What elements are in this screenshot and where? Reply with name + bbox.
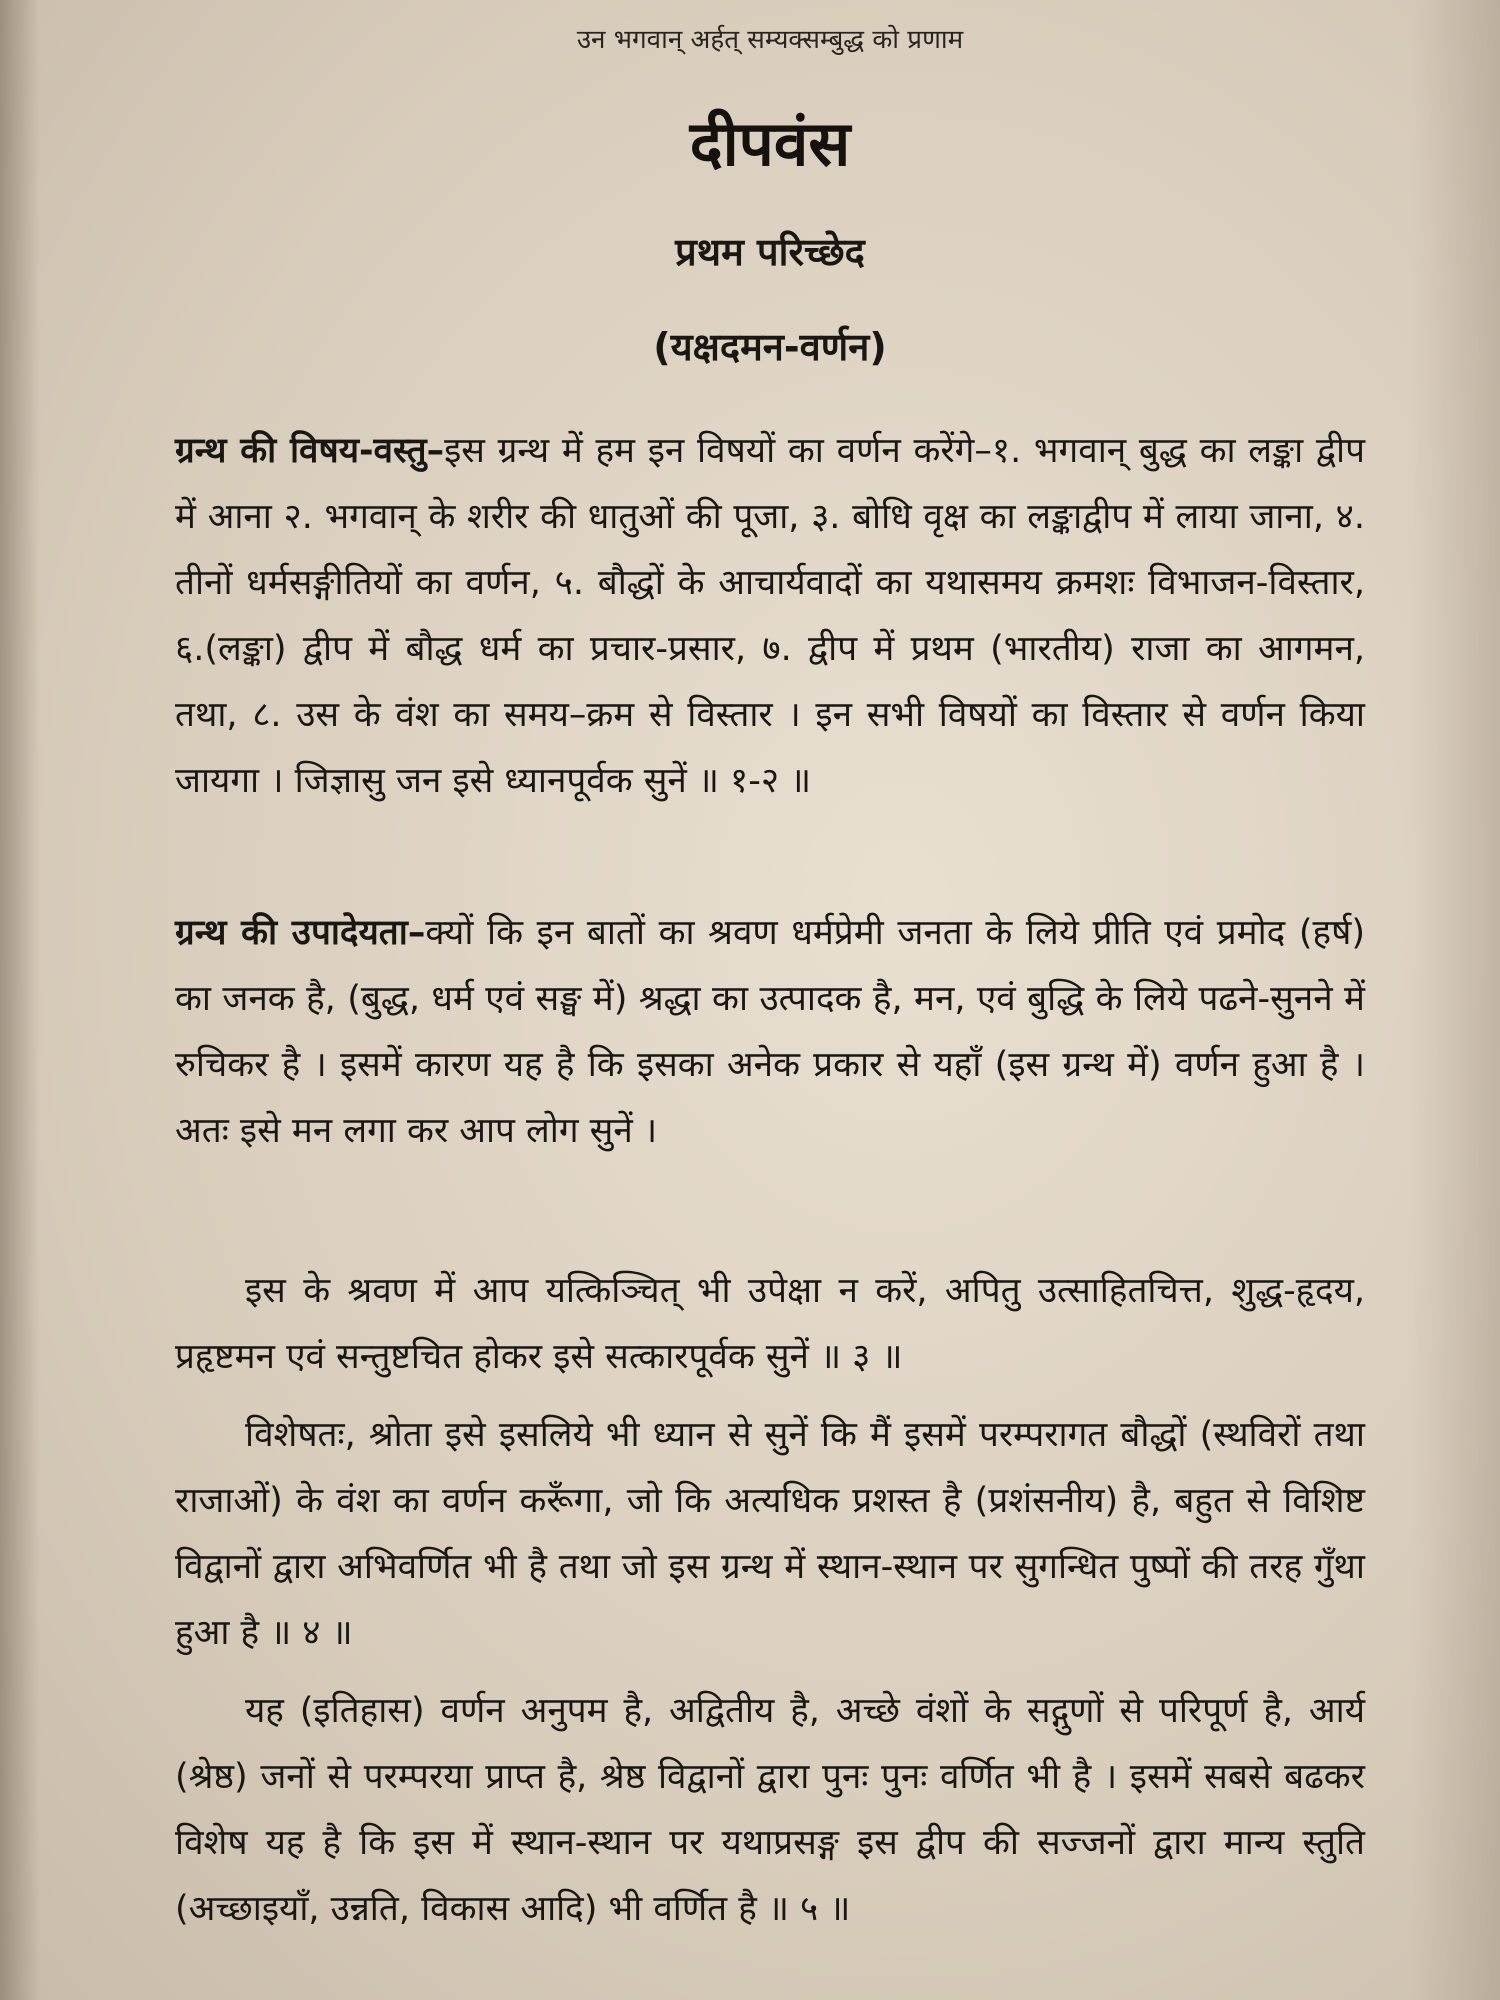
binding-gutter-shadow bbox=[0, 0, 40, 2000]
chapter-title: प्रथम परिच्छेद bbox=[675, 230, 865, 274]
paragraph-verse-3 bbox=[175, 1258, 1365, 1390]
running-header: उन भगवान् अर्हत् सम्यक्सम्बुद्ध को प्रणाम bbox=[576, 25, 964, 55]
paragraph-text: यह (इतिहास) वर्णन अनुपम है, अद्वितीय है, अच्छे वंशों के सद्गुणों से परिपूर्ण है, आर्य (श्रेष्ठ) जनों से परम्परया प्राप्त है, श्रेष्ठ विद्वानों द्वारा पुनः पुनः वर्णित भी है । इसमें सबसे बढकर विशेष यह है कि इस में स्थान-स्थान पर यथाप्रसङ्ग इस द्वीप की सज्जनों द्वारा मान्य स्तुति (अच्छाइयाँ, उन्नति, विकास आदि) भी वर्णित है ॥ ५ ॥ bbox=[175, 1691, 1365, 1929]
paragraph-text: क्यों कि इन बातों का श्रवण धर्मप्रेमी जनता के लिये प्रीति एवं प्रमोद (हर्ष) का जनक है, (बुद्ध, धर्म एवं सङ्घ में) श्रद्धा का उत्पादक है, मन, एवं बुद्धि के लिये पढने-सुनने में रुचिकर है । इसमें कारण यह है कि इसका अनेक प्रकार से यहाँ (इस ग्रन्थ में) वर्णन हुआ है । अतः इसे मन लगा कर आप लोग सुनें । bbox=[175, 913, 1366, 1151]
paragraph-verse-5 bbox=[175, 1678, 1365, 1942]
paragraph-utility bbox=[175, 900, 1365, 1164]
paragraph-verse-4 bbox=[175, 1402, 1365, 1666]
book-title: दीपवंस bbox=[689, 107, 851, 180]
chapter-subtitle: (यक्षदमन-वर्णन) bbox=[653, 325, 887, 369]
page-edge-shadow bbox=[1410, 0, 1500, 2000]
paragraph-text: इस ग्रन्थ में हम इन विषयों का वर्णन करेंगे–१. भगवान् बुद्ध का लङ्का द्वीप में आना २. भगवान् के शरीर की धातुओं की पूजा, ३. बोधि वृक्ष का लङ्काद्वीप में लाया जाना, ४. तीनों धर्मसङ्गीतियों का वर्णन, ५. बौद्धों के आचार्यवादों का यथासमय क्रमशः विभाजन-विस्तार, ६.(लङ्का) द्वीप में बौद्ध धर्म का प्रचार-प्रसार, ७. द्वीप में प्रथम (भारतीय) राजा का आगमन, तथा, ८. उस के वंश का समय–क्रम से विस्तार । इन सभी विषयों का विस्तार से वर्णन किया जायगा । जिज्ञासु जन इसे ध्यानपूर्वक सुनें ॥ १-२ ॥ bbox=[175, 431, 1366, 801]
paragraph-text: विशेषतः, श्रोता इसे इसलिये भी ध्यान से सुनें कि मैं इसमें परम्परागत बौद्धों (स्थविरों तथा राजाओं) के वंश का वर्णन करूँगा, जो कि अत्यधिक प्रशस्त है (प्रशंसनीय) है, बहुत से विशिष्ट विद्वानों द्वारा अभिवर्णित भी है तथा जो इस ग्रन्थ में स्थान-स्थान पर सुगन्धित पुष्पों की तरह गुँथा हुआ है ॥ ४ ॥ bbox=[175, 1415, 1365, 1653]
paragraph-text: इस के श्रवण में आप यत्किञ्चित् भी उपेक्षा न करें, अपितु उत्साहितचित्त, शुद्ध-हृदय, प्रहृष्टमन एवं सन्तुष्टचित होकर इसे सत्कारपूर्वक सुनें ॥ ३ ॥ bbox=[175, 1271, 1365, 1377]
paragraph-lead-heading: ग्रन्थ की विषय-वस्तु– bbox=[175, 431, 445, 471]
paragraph-lead-heading: ग्रन्थ की उपादेयता– bbox=[175, 913, 426, 953]
paragraph-subject-matter bbox=[175, 418, 1365, 814]
